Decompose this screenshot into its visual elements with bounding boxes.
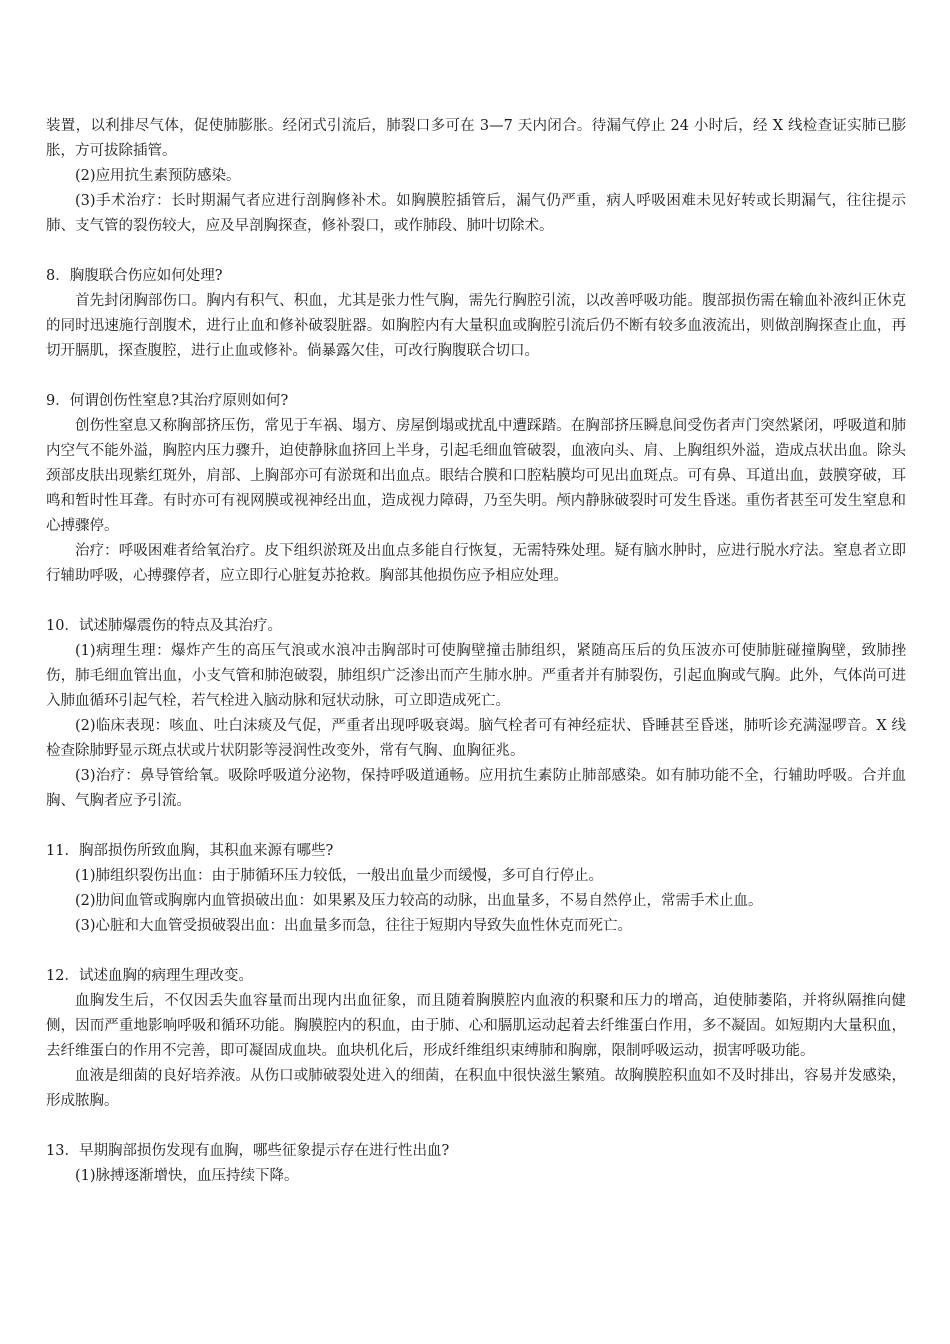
body-paragraph: (3)手术治疗：长时期漏气者应进行剖胸修补术。如胸膜腔插管后，漏气仍严重，病人呼吸困难未见好转或长期漏气，往往提示肺、支气管的裂伤较大，应及早剖胸探查，修补裂口，或作肺段、肺叶切除术。 (46, 193, 906, 234)
answer-paragraph: 血液是细菌的良好培养液。从伤口或肺破裂处进入的细菌，在积血中很快滋生繁殖。故胸膜腔积血如不及时排出，容易并发感染，形成脓胸。 (46, 1068, 906, 1109)
question-heading: 11．胸部损伤所致血胸，其积血来源有哪些? (46, 843, 334, 859)
body-paragraph: (2)应用抗生素预防感染。 (75, 168, 241, 184)
answer-paragraph: 创伤性窒息又称胸部挤压伤，常见于车祸、塌方、房屋倒塌或扰乱中遭踩踏。在胸部挤压瞬息间受伤者声门突然紧闭，呼吸道和肺内空气不能外溢，胸腔内压力骤升，迫使静脉血挤回上半身，引起毛细血管破裂，血液向头、肩、上胸组织外溢，造成点状出血。除头颈部皮肤出现紫红斑外，肩部、上胸部亦可有淤斑和出血点。眼结合膜和口腔粘膜均可见出血斑点。可有鼻、耳道出血，鼓膜穿破，耳鸣和暂时性耳聋。有时亦可有视网膜或视神经出血，造成视力障碍，乃至失明。颅内静脉破裂时可发生昏迷。重伤者甚至可发生窒息和心搏骤停。 (46, 418, 906, 534)
question-heading: 8．胸腹联合伤应如何处理? (46, 268, 223, 284)
answer-paragraph: (3)治疗：鼻导管给氧。吸除呼吸道分泌物，保持呼吸道通畅。应用抗生素防止肺部感染。如有肺功能不全，行辅助呼吸。合并血胸、气胸者应予引流。 (46, 768, 906, 809)
answer-paragraph: (1)病理生理：爆炸产生的高压气浪或水浪冲击胸部时可使胸壁撞击肺组织，紧随高压后的负压波亦可使肺脏碰撞胸壁，致肺挫伤，肺毛细血管出血，小支气管和肺泡破裂，肺组织广泛渗出而产生肺水肿。严重者并有肺裂伤，引起血胸或气胸。此外，气体尚可进入肺血循环引起气栓，若气栓进入脑动脉和冠状动脉，可立即造成死亡。 (46, 643, 906, 709)
answer-paragraph: 治疗：呼吸困难者给氧治疗。皮下组织淤斑及出血点多能自行恢复，无需特殊处理。疑有脑水肿时，应进行脱水疗法。窒息者立即行辅助呼吸，心搏骤停者，应立即行心脏复苏抢救。胸部其他损伤应予相应处理。 (46, 543, 906, 584)
question-heading: 10．试述肺爆震伤的特点及其治疗。 (46, 618, 282, 634)
question-heading: 13．早期胸部损伤发现有血胸，哪些征象提示存在进行性出血? (46, 1143, 450, 1159)
answer-paragraph: (2)肋间血管或胸廓内血管损破出血：如果累及压力较高的动脉，出血量多，不易自然停止，常需手术止血。 (75, 893, 763, 909)
question-heading: 12．试述血胸的病理生理改变。 (46, 968, 253, 984)
document-page (46, 114, 906, 1189)
answer-paragraph: (1)肺组织裂伤出血：由于肺循环压力较低，一般出血量少而缓慢，多可自行停止。 (75, 868, 604, 884)
body-paragraph: 装置，以利排尽气体，促使肺膨胀。经闭式引流后，肺裂口多可在 3—7 天内闭合。待漏气停止 24 小时后，经 X 线检查证实肺已膨胀，方可拔除插管。 (46, 118, 906, 159)
answer-paragraph: (2)临床表现：咳血、吐白沫痰及气促，严重者出现呼吸衰竭。脑气栓者可有神经症状、昏睡甚至昏迷，肺听诊充满湿啰音。X 线检查除肺野显示斑点状或片状阴影等浸润性改变外，常有气胸、血胸征兆。 (46, 718, 906, 759)
answer-paragraph: (1)脉搏逐渐增快，血压持续下降。 (75, 1168, 299, 1184)
answer-paragraph: 血胸发生后，不仅因丢失血容量而出现内出血征象，而且随着胸膜腔内血液的积聚和压力的增高，迫使肺萎陷，并将纵隔推向健侧，因而严重地影响呼吸和循环功能。胸膜腔内的积血，由于肺、心和膈肌运动起着去纤维蛋白作用，多不凝固。如短期内大量积血，去纤维蛋白的作用不完善，即可凝固成血块。血块机化后，形成纤维组织束缚肺和胸廓，限制呼吸运动，损害呼吸功能。 (46, 993, 906, 1059)
answer-paragraph: (3)心脏和大血管受损破裂出血：出血量多而急，往往于短期内导致失血性休克而死亡。 (75, 918, 633, 934)
answer-paragraph: 首先封闭胸部伤口。胸内有积气、积血，尤其是张力性气胸，需先行胸腔引流，以改善呼吸功能。腹部损伤需在输血补液纠正休克的同时迅速施行剖腹术，进行止血和修补破裂脏器。如胸腔内有大量积血或胸腔引流后仍不断有较多血液流出，则做剖胸探查止血，再切开膈肌，探查腹腔，进行止血或修补。倘暴露欠佳，可改行胸腹联合切口。 (46, 293, 906, 359)
question-heading: 9．何谓创伤性窒息?其治疗原则如何? (46, 393, 289, 409)
